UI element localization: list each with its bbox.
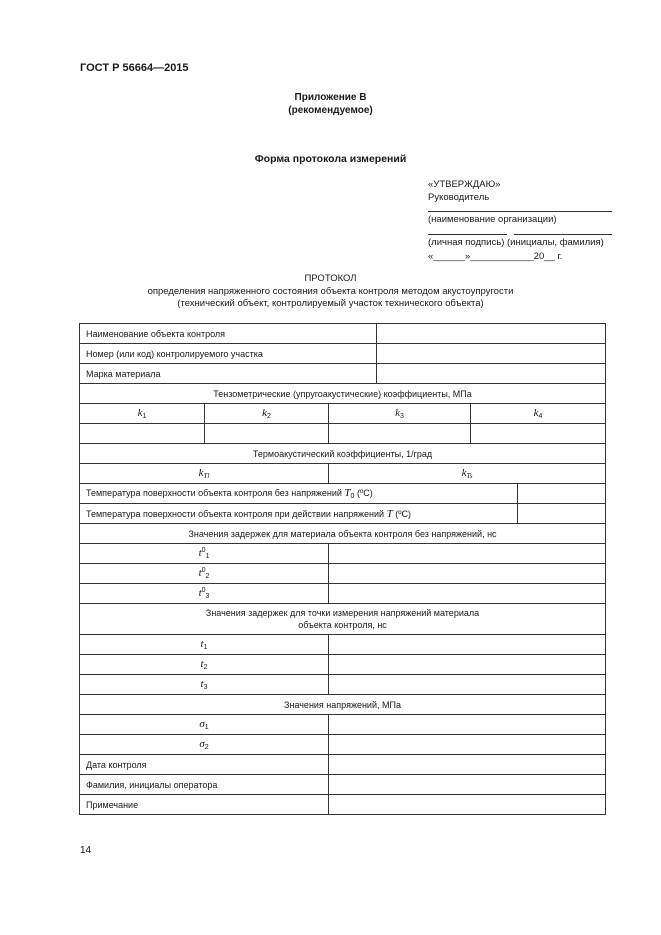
t3-value [329,675,606,695]
approval-head: Руководитель [428,192,490,203]
control-date-value [329,755,606,775]
material-value [377,364,606,384]
table-row [80,464,606,484]
table-row [80,484,606,504]
kts-header: $k_{Ts}$ [329,464,606,484]
table-row [80,735,606,755]
table-row [80,444,606,464]
table-row [80,524,606,544]
table-row [80,544,606,564]
t1-zero-label: $t^0_1$ [80,544,329,564]
control-date-label: Дата контроля [80,755,329,775]
page-number: 14 [80,845,92,856]
table-row [80,324,606,344]
sigma2-label: $\sigma_2$ [80,735,329,755]
signature-line [428,234,507,235]
table-row [80,795,606,815]
operator-value [329,775,606,795]
table-row [80,695,606,715]
ktl-header: $k_{Tl}$ [80,464,329,484]
k2-header: $k_2$ [205,404,329,424]
sigma1-label: $\sigma_1$ [80,715,329,735]
table-row [80,344,606,364]
note-value [329,795,606,815]
protocol-title: ПРОТОКОЛ [304,273,357,284]
table-row [80,424,606,444]
initials-line [514,234,612,235]
note-label: Примечание [80,795,329,815]
t3-zero-value [329,584,606,604]
t1-value [329,635,606,655]
t2-label: $t_2$ [80,655,329,675]
k1-header: $k_1$ [80,404,205,424]
sigma2-value [329,735,606,755]
thermo-coefficients-header: Термоакустический коэффициенты, 1/град [80,444,606,464]
t1-zero-value [329,544,606,564]
k1-value [80,424,205,444]
t2-zero-value [329,564,606,584]
approval-org-caption: (наименование организации) [428,214,557,225]
stress-values-header: Значения напряжений, МПа [80,695,606,715]
appendix-title: Приложение В [294,92,367,103]
temp-no-stress-value [518,484,606,504]
temp-stress-label: Температура поверхности объекта контроля при действии напряжений T (ºC) [80,504,518,524]
section-number-label: Номер (или код) контролируемого участка [80,344,377,364]
material-label: Марка материала [80,364,377,384]
t2-value [329,655,606,675]
sigma1-value [329,715,606,735]
table-row [80,404,606,424]
t1-label: $t_1$ [80,635,329,655]
k4-header: $k_4$ [471,404,606,424]
operator-label: Фамилия, инициалы оператора [80,775,329,795]
measurement-protocol-table [79,323,606,815]
table-row [80,775,606,795]
table-row [80,715,606,735]
standard-header: ГОСТ Р 56664—2015 [80,62,189,74]
section-number-value [377,344,606,364]
table-row [80,635,606,655]
table-row [80,564,606,584]
temp-no-stress-label: Температура поверхности объекта контроля без напряжений $T_0$ (ºC) [80,484,518,504]
temp-stress-value [518,504,606,524]
table-row [80,384,606,404]
table-row [80,364,606,384]
approval-date-line: «______»____________20__ г. [428,251,563,262]
org-name-line [428,211,612,212]
tenso-coefficients-header: Тензометрические (упругоакустические) коэффициенты, МПа [80,384,606,404]
t2-zero-label: $t^0_2$ [80,564,329,584]
approval-approve: «УТВЕРЖДАЮ» [428,179,501,190]
form-title: Форма протокола измерений [254,153,407,165]
table-row [80,675,606,695]
t3-label: $t_3$ [80,675,329,695]
object-name-value [377,324,606,344]
protocol-object-caption: (технический объект, контролируемый участок технического объекта) [177,298,484,309]
t3-zero-label: $t^0_3$ [80,584,329,604]
table-row [80,584,606,604]
k4-value [471,424,606,444]
k3-header: $k_3$ [329,404,471,424]
table-row [80,604,606,635]
appendix-status: (рекомендуемое) [288,105,373,116]
table-row [80,655,606,675]
delays-no-stress-header: Значения задержек для материала объекта контроля без напряжений, нс [80,524,606,544]
protocol-subtitle: определения напряженного состояния объекта контроля методом акустоупругости [147,286,514,297]
object-name-label: Наименование объекта контроля [80,324,377,344]
table-row [80,755,606,775]
k2-value [205,424,329,444]
delays-point-header: Значения задержек для точки измерения напряжений материала объекта контроля, нс [80,604,606,635]
approval-sign-caption: (личная подпись) (инициалы, фамилия) [428,237,604,248]
table-row [80,504,606,524]
k3-value [329,424,471,444]
